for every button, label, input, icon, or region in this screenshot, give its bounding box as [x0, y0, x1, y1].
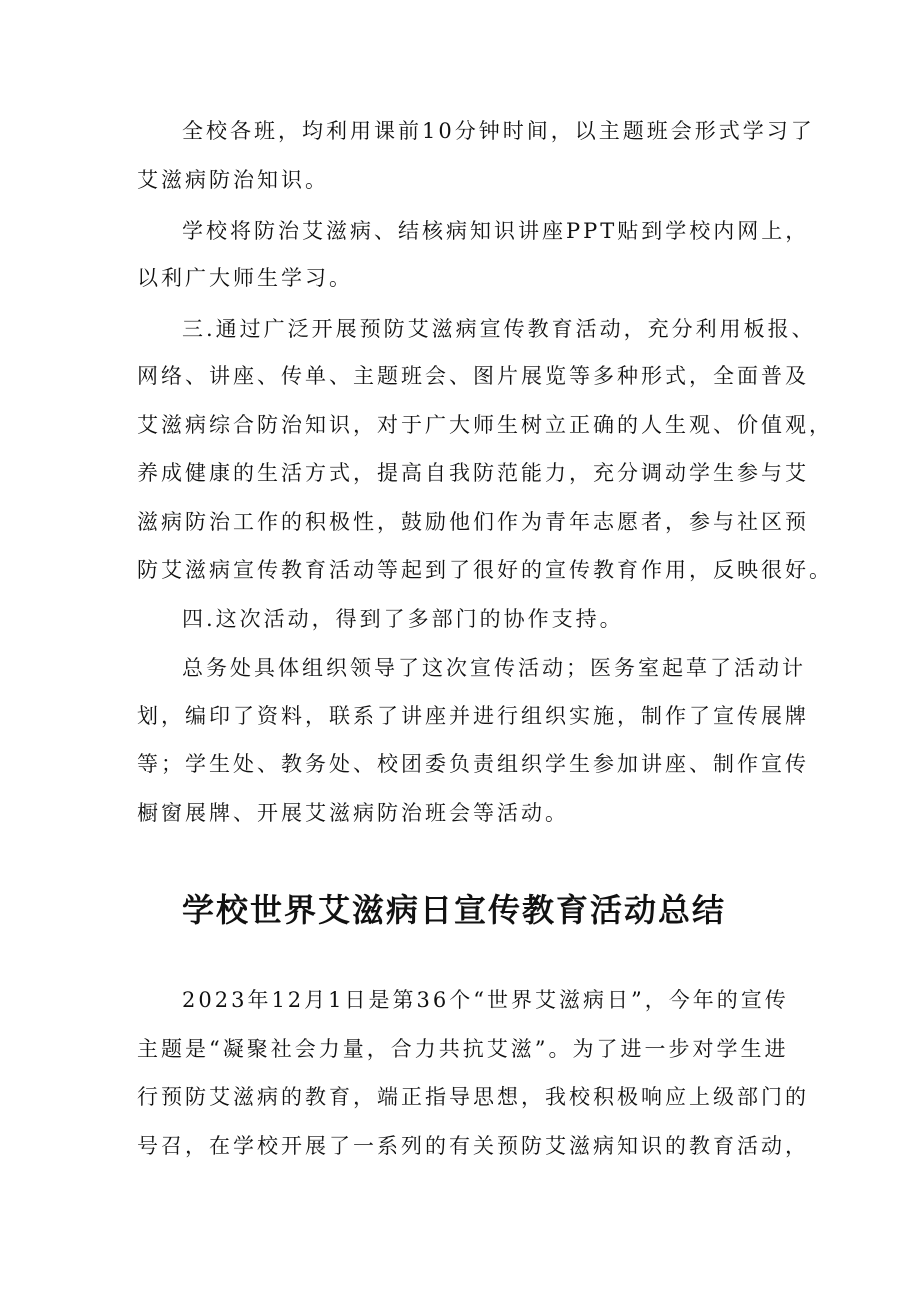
paragraph-line: 三.通过广泛开展预防艾滋病宣传教育活动，充分利用板报、: [182, 317, 816, 341]
paragraph-line: 号召，在学校开展了一系列的有关预防艾滋病知识的教育活动，: [137, 1134, 809, 1158]
paragraph-line: 行预防艾滋病的教育，端正指导思想，我校积极响应上级部门的: [137, 1085, 809, 1109]
paragraph-line: 2023年12月1日是第36个“世界艾滋病日”，今年的宣传: [182, 988, 789, 1012]
paragraph-line: 橱窗展牌、开展艾滋病防治班会等活动。: [137, 801, 569, 825]
section-title: 学校世界艾滋病日宣传教育活动总结: [182, 891, 727, 929]
paragraph-line: 防艾滋病宣传教育活动等起到了很好的宣传教育作用，反映很好。: [137, 558, 833, 582]
paragraph-line: 以利广大师生学习。: [137, 266, 353, 290]
paragraph-line: 划，编印了资料，联系了讲座并进行组织实施，制作了宣传展牌: [137, 704, 809, 728]
paragraph-line: 滋病防治工作的积极性，鼓励他们作为青年志愿者，参与社区预: [137, 510, 809, 534]
paragraph-line: 学校将防治艾滋病、结核病知识讲座PPT贴到学校内网上，: [182, 219, 810, 243]
paragraph-line: 总务处具体组织领导了这次宣传活动；医务室起草了活动计: [182, 656, 806, 680]
paragraph-line: 全校各班，均利用课前10分钟时间，以主题班会形式学习了: [182, 119, 815, 143]
paragraph-line: 养成健康的生活方式，提高自我防范能力，充分调动学生参与艾: [137, 461, 809, 485]
paragraph-line: 等；学生处、教务处、校团委负责组织学生参加讲座、制作宣传: [137, 752, 809, 776]
paragraph-line: 主题是“凝聚社会力量，合力共抗艾滋”。为了进一步对学生进: [137, 1037, 789, 1061]
paragraph-line: 艾滋病防治知识。: [137, 168, 329, 192]
paragraph-line: 四.这次活动，得到了多部门的协作支持。: [182, 607, 624, 631]
paragraph-line: 艾滋病综合防治知识，对于广大师生树立正确的人生观、价值观，: [137, 413, 833, 437]
paragraph-line: 网络、讲座、传单、主题班会、图片展览等多种形式，全面普及: [137, 364, 809, 388]
